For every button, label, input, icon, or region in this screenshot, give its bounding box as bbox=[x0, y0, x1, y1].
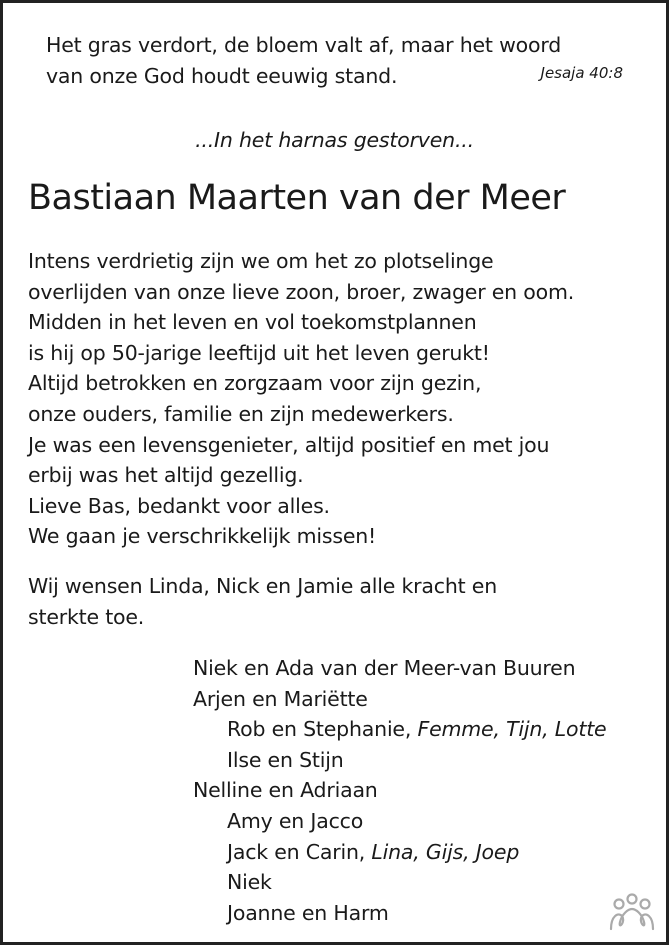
condolence-wish bbox=[28, 571, 497, 632]
text-line: is hij op 50-jarige leeftijd uit het leven gerukt! bbox=[28, 340, 490, 365]
text-line: We gaan je verschrikkelijk missen! bbox=[28, 524, 377, 549]
family-line bbox=[193, 898, 606, 929]
grandchildren-names: Lina, Gijs, Joep bbox=[371, 839, 520, 864]
text-line: Midden in het leven en vol toekomstplannen bbox=[28, 310, 477, 335]
family-names: Nelline en Adriaan bbox=[193, 778, 378, 803]
family-names: Rob en Stephanie, bbox=[227, 717, 418, 742]
family-names: Amy en Jacco bbox=[227, 808, 364, 833]
family-names: Niek bbox=[227, 870, 272, 895]
text-line: Altijd betrokken en zorgzaam voor zijn gezin, bbox=[28, 371, 482, 396]
family-names: Joanne en Harm bbox=[227, 900, 389, 925]
family-line bbox=[193, 867, 606, 898]
family-line bbox=[193, 653, 606, 684]
family-line bbox=[193, 806, 606, 837]
obituary-text bbox=[28, 246, 574, 552]
text-line: Wij wensen Linda, Nick en Jamie alle kracht en bbox=[28, 574, 497, 598]
family-names: Arjen en Mariëtte bbox=[193, 686, 368, 711]
verse-line: Het gras verdort, de bloem valt af, maar het woord bbox=[46, 33, 562, 57]
family-names: Ilse en Stijn bbox=[227, 747, 344, 772]
family-signatories bbox=[193, 653, 606, 928]
deceased-name: Bastiaan Maarten van der Meer bbox=[28, 178, 566, 218]
verse-line: van onze God houdt eeuwig stand. bbox=[46, 63, 398, 88]
text-line: Intens verdrietig zijn we om het zo plotselinge bbox=[28, 249, 494, 273]
family-line bbox=[193, 745, 606, 776]
motto: ...In het harnas gestorven... bbox=[195, 128, 474, 152]
family-line bbox=[193, 775, 606, 806]
text-line: onze ouders, familie en zijn medewerkers. bbox=[28, 401, 454, 426]
text-line: sterkte toe. bbox=[28, 604, 145, 629]
family-line bbox=[193, 684, 606, 715]
family-names: Niek en Ada van der Meer-van Buuren bbox=[193, 656, 576, 680]
family-people-icon bbox=[608, 892, 656, 932]
family-names: Jack en Carin, bbox=[227, 839, 372, 864]
grandchildren-names: Femme, Tijn, Lotte bbox=[417, 717, 607, 742]
text-line: erbij was het altijd gezellig. bbox=[28, 463, 304, 488]
family-line bbox=[193, 714, 606, 745]
verse-reference: Jesaja 40:8 bbox=[540, 64, 623, 82]
bible-verse bbox=[46, 30, 561, 91]
text-line: overlijden van onze lieve zoon, broer, zwager en oom. bbox=[28, 279, 575, 304]
family-line bbox=[193, 837, 606, 868]
text-line: Je was een levensgenieter, altijd positief en met jou bbox=[28, 432, 550, 457]
text-line: Lieve Bas, bedankt voor alles. bbox=[28, 493, 330, 518]
